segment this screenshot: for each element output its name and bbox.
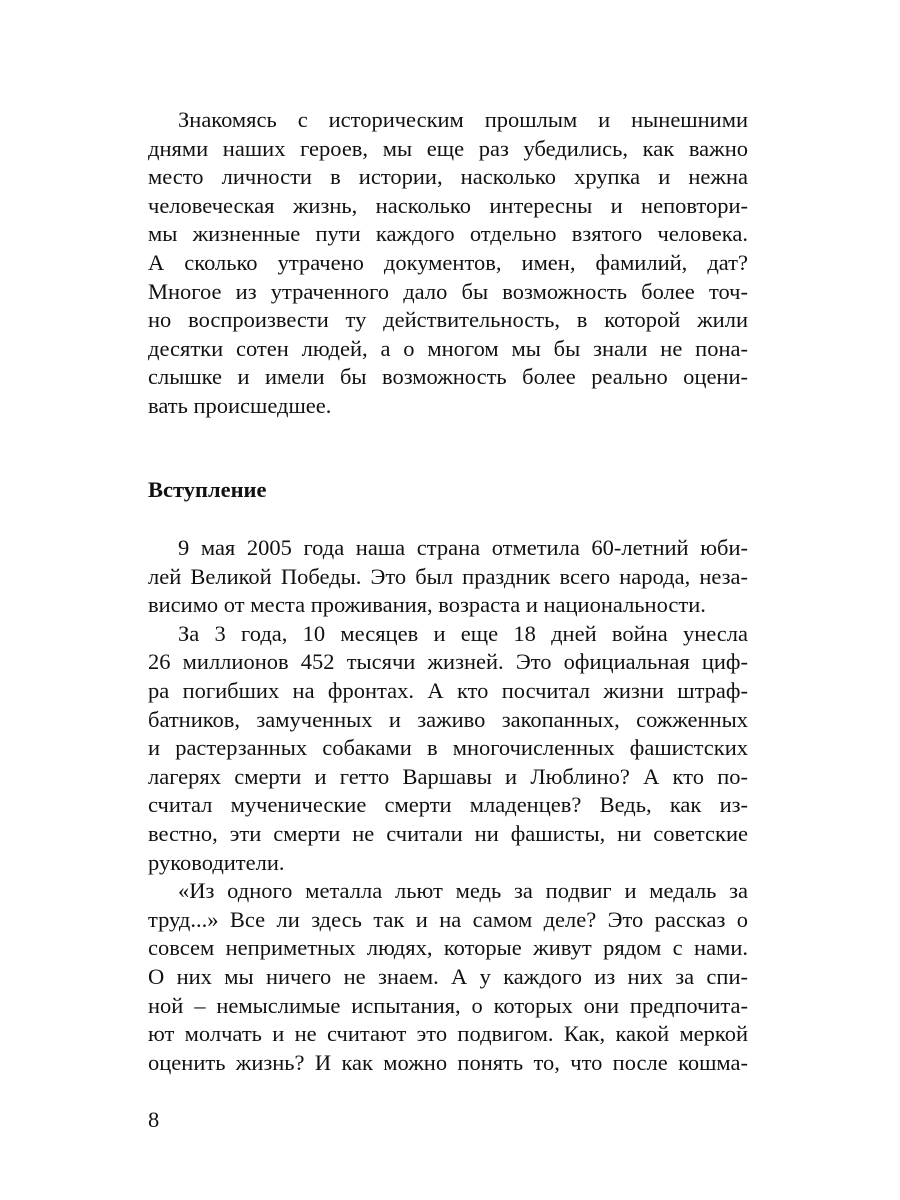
intro-line: слышке и имели бы возможность более реально оцени- <box>148 364 748 390</box>
paragraph-line: лагерях смерти и гетто Варшавы и Люблино? А кто по- <box>148 763 748 789</box>
page-number: 8 <box>148 1107 160 1132</box>
paragraph-unnoticed-people <box>148 877 748 1077</box>
paragraph-line: 26 миллионов 452 тысячи жизней. Это официальная циф- <box>148 649 748 675</box>
paragraph-line: ра погибших на фронтах. А кто посчитал жизни штраф- <box>148 677 748 703</box>
paragraph-line: О них мы ничего не знаем. А у каждого из них за спи- <box>148 963 748 989</box>
intro-line: место личности в истории, насколько хрупка и нежна <box>148 164 748 190</box>
paragraph-line: 9 мая 2005 года наша страна отметила 60-летний юби- <box>178 535 748 560</box>
paragraph-line: «Из одного металла льют медь за подвиг и медаль за <box>178 878 748 904</box>
paragraph-line: висимо от места проживания, возраста и национальности. <box>148 592 706 618</box>
paragraph-line: труд...» Все ли здесь так и на самом деле? Это рассказ о <box>148 906 748 932</box>
paragraph-line: оценить жизнь? И как можно понять то, что после кошма- <box>148 1049 748 1075</box>
paragraph-victory-day <box>148 534 748 620</box>
paragraph-line: считал мученические смерти младенцев? Ведь, как из- <box>148 792 748 818</box>
paragraph-line: ют молчать и не считают это подвигом. Как, какой меркой <box>148 1021 748 1047</box>
paragraph-line: вестно, эти смерти не считали ни фашисты, ни советские <box>148 820 748 846</box>
section-body <box>148 534 748 1077</box>
section-heading: Вступление <box>148 477 267 502</box>
intro-line: мы жизненные пути каждого отдельно взятого человека. <box>148 221 748 247</box>
paragraph-line: ной – немыслимые испытания, о которых они предпочита- <box>148 992 748 1018</box>
intro-line: Знакомясь с историческим прошлым и нынешними <box>178 107 748 132</box>
intro-line: А сколько утрачено документов, имен, фамилий, дат? <box>148 249 748 275</box>
paragraph-line: батников, замученных и заживо закопанных, сожженных <box>148 706 748 732</box>
paragraph-line: За 3 года, 10 месяцев и еще 18 дней война унесла <box>178 620 748 646</box>
intro-line: Многое из утраченного дало бы возможность более точ- <box>148 278 748 304</box>
paragraph-war-losses <box>148 620 748 877</box>
intro-paragraph <box>148 106 748 421</box>
paragraph-line: лей Великой Победы. Это был праздник всего народа, неза- <box>148 563 748 589</box>
paragraph-line: руководители. <box>148 849 285 875</box>
intro-line: но воспроизвести ту действительность, в которой жили <box>148 307 748 333</box>
intro-line: вать происшедшее. <box>148 392 332 418</box>
intro-line: днями наших героев, мы еще раз убедились, как важно <box>148 135 748 161</box>
paragraph-line: совсем неприметных людях, которые живут рядом с нами. <box>148 935 748 961</box>
intro-line: человеческая жизнь, насколько интересны и неповтори- <box>148 192 748 218</box>
paragraph-line: и растерзанных собаками в многочисленных фашистских <box>148 735 748 761</box>
intro-line: десятки сотен людей, а о многом мы бы знали не пона- <box>148 335 748 361</box>
